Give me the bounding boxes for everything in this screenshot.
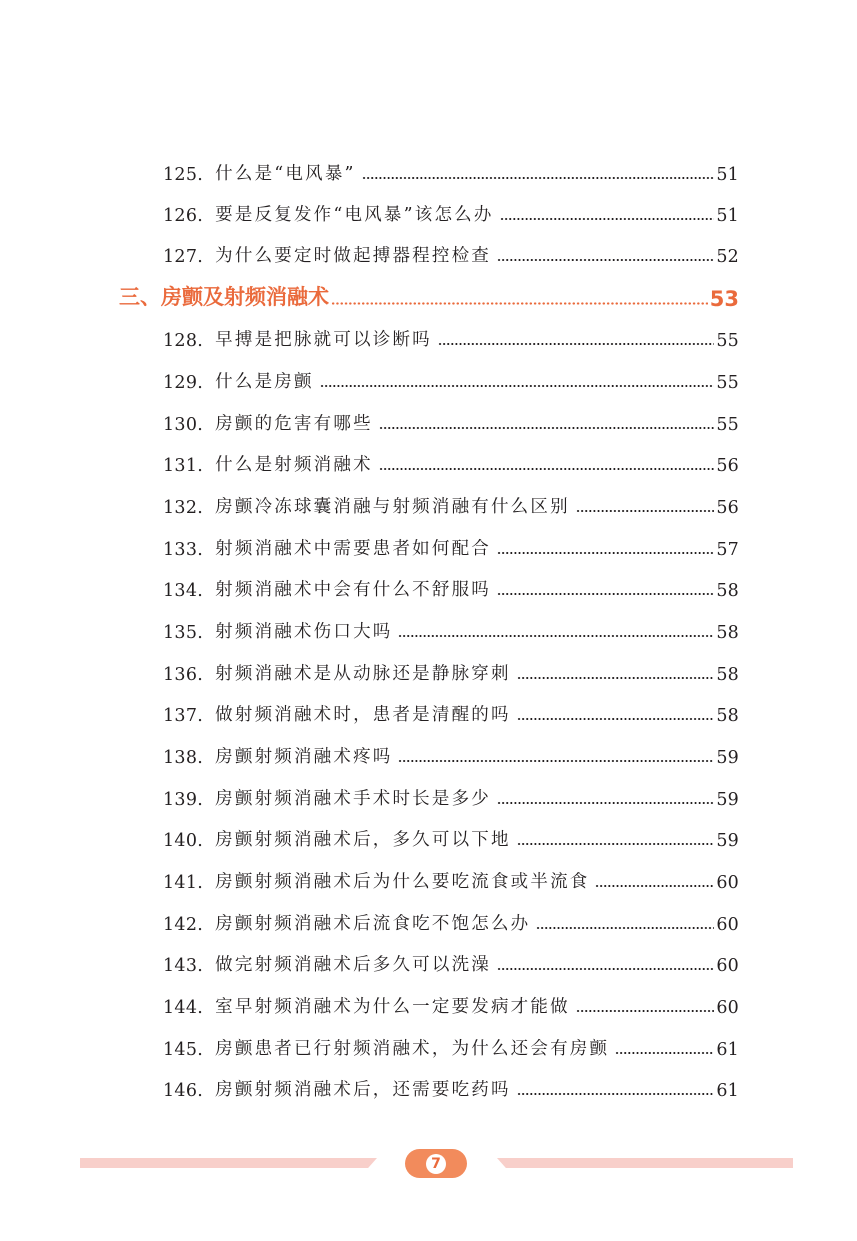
entry-title: 房颤射频消融术后，还需要吃药吗 bbox=[215, 1080, 511, 1100]
toc-entry[interactable] bbox=[163, 530, 739, 560]
dot-leader bbox=[497, 259, 714, 261]
entry-page: 58 bbox=[716, 665, 739, 685]
entry-number: 139. bbox=[163, 790, 204, 810]
dot-leader bbox=[497, 593, 714, 595]
entry-page: 55 bbox=[716, 415, 739, 435]
entry-number: 141. bbox=[163, 873, 204, 893]
toc-entry[interactable] bbox=[163, 1071, 739, 1101]
toc-entry[interactable] bbox=[163, 1030, 739, 1060]
toc-entry[interactable] bbox=[163, 446, 739, 476]
entry-number: 144. bbox=[163, 998, 204, 1018]
dot-leader bbox=[497, 802, 714, 804]
entry-page: 60 bbox=[716, 956, 739, 976]
toc-entry[interactable] bbox=[163, 155, 739, 185]
dot-leader bbox=[331, 302, 708, 305]
dot-leader bbox=[398, 635, 714, 637]
dot-leader bbox=[320, 385, 715, 387]
entry-number: 138. bbox=[163, 748, 204, 768]
entry-number: 135. bbox=[163, 623, 204, 643]
page-number-badge bbox=[405, 1149, 467, 1178]
entry-title: 要是反复发作“电风暴”该怎么办 bbox=[215, 205, 494, 225]
entry-number: 142. bbox=[163, 915, 204, 935]
entry-title: 房颤冷冻球囊消融与射频消融有什么区别 bbox=[215, 497, 570, 517]
entry-title: 什么是射频消融术 bbox=[215, 455, 373, 475]
entry-number: 140. bbox=[163, 831, 204, 851]
entry-page: 59 bbox=[716, 831, 739, 851]
dot-leader bbox=[576, 510, 715, 512]
entry-title: 做完射频消融术后多久可以洗澡 bbox=[215, 955, 491, 975]
entry-number: 133. bbox=[163, 540, 204, 560]
entry-number: 143. bbox=[163, 956, 204, 976]
toc-entry[interactable] bbox=[163, 780, 739, 810]
entry-title: 什么是“电风暴” bbox=[215, 164, 356, 184]
entry-number: 132. bbox=[163, 498, 204, 518]
dot-leader bbox=[398, 760, 714, 762]
dot-leader bbox=[500, 218, 715, 220]
dot-leader bbox=[497, 968, 714, 970]
entry-page: 58 bbox=[716, 706, 739, 726]
entry-page: 57 bbox=[716, 540, 739, 560]
toc-entry[interactable] bbox=[163, 821, 739, 851]
entry-number: 127. bbox=[163, 247, 204, 267]
entry-title: 射频消融术是从动脉还是静脉穿刺 bbox=[215, 664, 511, 684]
toc-entry[interactable] bbox=[163, 696, 739, 726]
dot-leader bbox=[536, 927, 714, 929]
toc-entry[interactable] bbox=[163, 613, 739, 643]
toc-section-heading[interactable] bbox=[119, 277, 739, 311]
toc-entry[interactable] bbox=[163, 405, 739, 435]
entry-number: 131. bbox=[163, 456, 204, 476]
dot-leader bbox=[497, 552, 714, 554]
entry-page: 59 bbox=[716, 748, 739, 768]
page-number: 7 bbox=[426, 1154, 446, 1174]
dot-leader bbox=[438, 343, 714, 345]
entry-number: 128. bbox=[163, 331, 204, 351]
toc-entry[interactable] bbox=[163, 321, 739, 351]
entry-title: 射频消融术伤口大吗 bbox=[215, 622, 393, 642]
entry-number: 130. bbox=[163, 415, 204, 435]
entry-title: 室早射频消融术为什么一定要发病才能做 bbox=[215, 997, 570, 1017]
entry-number: 145. bbox=[163, 1040, 204, 1060]
dot-leader bbox=[379, 427, 715, 429]
entry-page: 61 bbox=[716, 1081, 739, 1101]
entry-number: 136. bbox=[163, 665, 204, 685]
entry-title: 为什么要定时做起搏器程控检查 bbox=[215, 246, 491, 266]
entry-page: 56 bbox=[716, 456, 739, 476]
entry-page: 61 bbox=[716, 1040, 739, 1060]
section-page: 53 bbox=[709, 287, 739, 311]
dot-leader bbox=[362, 177, 715, 179]
dot-leader bbox=[576, 1010, 715, 1012]
entry-page: 55 bbox=[716, 373, 739, 393]
entry-title: 早搏是把脉就可以诊断吗 bbox=[215, 330, 432, 350]
dot-leader bbox=[615, 1052, 714, 1054]
dot-leader bbox=[517, 843, 715, 845]
entry-page: 60 bbox=[716, 873, 739, 893]
dot-leader bbox=[517, 677, 715, 679]
toc-entry[interactable] bbox=[163, 571, 739, 601]
dot-leader bbox=[595, 885, 714, 887]
entry-page: 60 bbox=[716, 915, 739, 935]
entry-page: 56 bbox=[716, 498, 739, 518]
entry-number: 134. bbox=[163, 581, 204, 601]
entry-title: 什么是房颤 bbox=[215, 372, 314, 392]
entry-page: 58 bbox=[716, 623, 739, 643]
entry-title: 房颤射频消融术手术时长是多少 bbox=[215, 789, 491, 809]
footer-decor-bar-left bbox=[80, 1158, 377, 1168]
toc-entry[interactable] bbox=[163, 196, 739, 226]
toc-entry[interactable] bbox=[163, 237, 739, 267]
entry-title: 射频消融术中需要患者如何配合 bbox=[215, 539, 491, 559]
entry-page: 52 bbox=[716, 247, 739, 267]
entry-page: 58 bbox=[716, 581, 739, 601]
entry-page: 59 bbox=[716, 790, 739, 810]
toc-entry[interactable] bbox=[163, 738, 739, 768]
entry-number: 125. bbox=[163, 165, 204, 185]
entry-title: 房颤的危害有哪些 bbox=[215, 414, 373, 434]
toc-entry[interactable] bbox=[163, 488, 739, 518]
footer-decor-bar-right bbox=[497, 1158, 793, 1168]
dot-leader bbox=[379, 468, 715, 470]
entry-number: 146. bbox=[163, 1081, 204, 1101]
entry-title: 房颤射频消融术疼吗 bbox=[215, 747, 393, 767]
dot-leader bbox=[517, 718, 715, 720]
entry-number: 137. bbox=[163, 706, 204, 726]
entry-title: 射频消融术中会有什么不舒服吗 bbox=[215, 580, 491, 600]
entry-title: 房颤射频消融术后为什么要吃流食或半流食 bbox=[215, 872, 590, 892]
entry-page: 51 bbox=[716, 206, 739, 226]
section-title: 三、房颤及射频消融术 bbox=[119, 285, 329, 309]
dot-leader bbox=[517, 1093, 715, 1095]
entry-title: 房颤患者已行射频消融术，为什么还会有房颤 bbox=[215, 1039, 610, 1059]
toc-entry[interactable] bbox=[163, 363, 739, 393]
entry-number: 126. bbox=[163, 206, 204, 226]
toc-entry[interactable] bbox=[163, 988, 739, 1018]
entry-page: 55 bbox=[716, 331, 739, 351]
entry-title: 做射频消融术时，患者是清醒的吗 bbox=[215, 705, 511, 725]
toc-entry[interactable] bbox=[163, 655, 739, 685]
entry-page: 60 bbox=[716, 998, 739, 1018]
toc-entry[interactable] bbox=[163, 905, 739, 935]
entry-page: 51 bbox=[716, 165, 739, 185]
entry-title: 房颤射频消融术后，多久可以下地 bbox=[215, 830, 511, 850]
entry-title: 房颤射频消融术后流食吃不饱怎么办 bbox=[215, 914, 531, 934]
toc-entry[interactable] bbox=[163, 863, 739, 893]
toc-entry[interactable] bbox=[163, 946, 739, 976]
entry-number: 129. bbox=[163, 373, 204, 393]
